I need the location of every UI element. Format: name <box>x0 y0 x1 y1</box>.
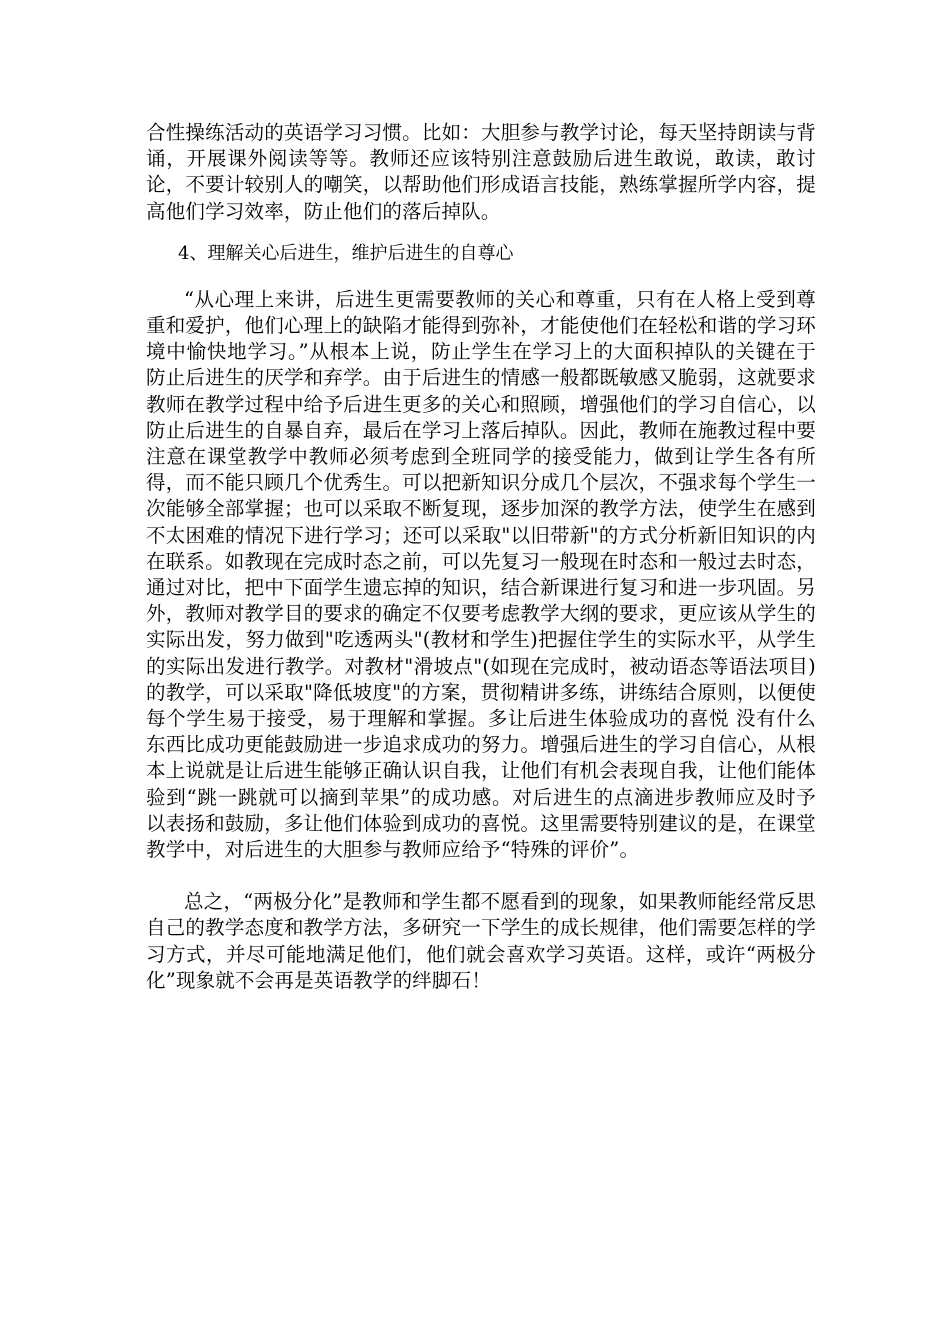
section-heading: 4、理解关心后进生，维护后进生的自尊心 <box>178 242 514 264</box>
paragraph-conclusion: 总之，“两极分化”是教师和学生都不愿看到的现象，如果教师能经常反思自己的教学态度和教学方法，多研究一下学生的成长规律，他们需要怎样的学习方式，并尽可能地满足他们，他们就会喜欢学习英语。这样，或许“两极分化”现象就不会再是英语教学的绊脚石！ <box>146 890 816 992</box>
paragraph-body: “从心理上来讲，后进生更需要教师的关心和尊重，只有在人格上受到尊重和爱护，他们心理上的缺陷才能得到弥补，才能使他们在轻松和谐的学习环境中愉快地学习。”从根本上说，防止学生在学习上的大面积掉队的关键在于防止后进生的厌学和弃学。由于后进生的情感一般都既敏感又脆弱，这就要求教师在教学过程中给予后进生更多的关心和照顾，增强他们的学习自信心，以防止后进生的自暴自弃，最后在学习上落后掉队。因此，教师在施教过程中要注意在课堂教学中教师必须考虑到全班同学的接受能力，做到让学生各有所得，而不能只顾几个优秀生。可以把新知识分成几个层次，不强求每个学生一次能够全部掌握；也可以采取不断复现，逐步加深的教学方法，使学生在感到不太困难的情况下进行学习；还可以采取"以旧带新"的方式分析新旧知识的内在联系。如教现在完成时态之前，可以先复习一般现在时态和一般过去时态，通过对比，把中下面学生遗忘掉的知识，结合新课进行复习和进一步巩固。另外，教师对教学目的要求的确定不仅要考虑教学大纲的要求，更应该从学生的实际出发，努力做到"吃透两头"(教材和学生)把握住学生的实际水平，从学生的实际出发进行教学。对教材"滑坡点"(如现在完成时，被动语态等语法项目)的教学，可以采取"降低坡度"的方案，贯彻精讲多练，讲练结合原则，以便使每个学生易于接受，易于理解和掌握。多让后进生体验成功的喜悦 没有什么东西比成功更能鼓励进一步追求成功的努力。增强后进生的学习自信心，从根本上说就是让后进生能够正确认识自我，让他们有机会表现自我，让他们能体验到“跳一跳就可以摘到苹果”的成功感。对后进生的点滴进步教师应及时予以表扬和鼓励，多让他们体验到成功的喜悦。这里需要特别建议的是，在课堂教学中，对后进生的大胆参与教师应给予“特殊的评价”。 <box>146 287 816 862</box>
document-page <box>146 120 816 994</box>
paragraph-continuation: 合性操练活动的英语学习习惯。比如：大胆参与教学讨论，每天坚持朗读与背诵，开展课外阅读等等。教师还应该特别注意鼓励后进生敢说，敢读，敢讨论，不要计较别人的嘲笑，以帮助他们形成语言技能，熟练掌握所学内容，提高他们学习效率，防止他们的落后掉队。 <box>146 121 816 223</box>
